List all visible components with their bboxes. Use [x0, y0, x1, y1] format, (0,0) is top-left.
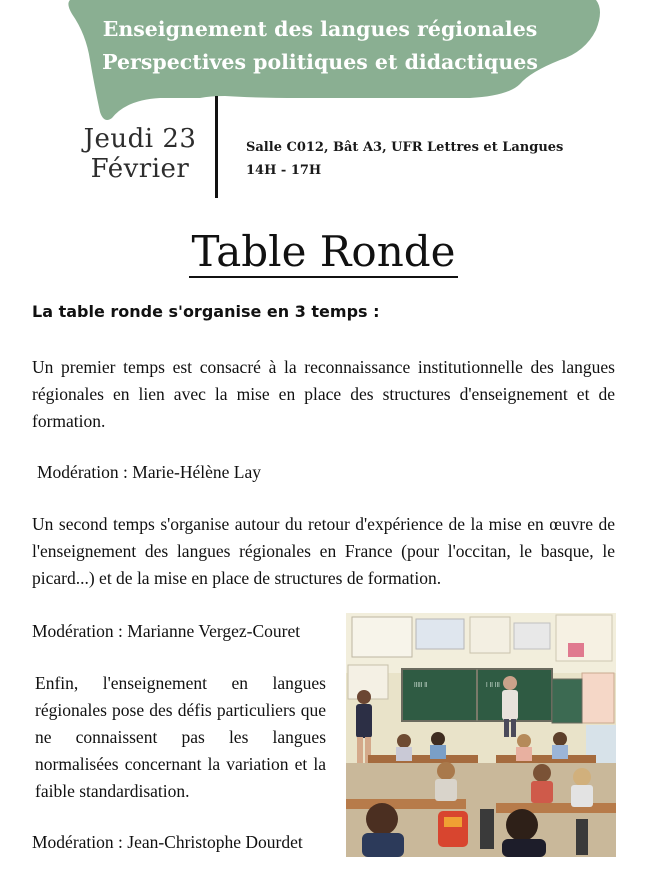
- venue-location: Salle C012, Bât A3, UFR Lettres et Langues: [246, 140, 564, 155]
- event-date-month: Février: [90, 154, 190, 184]
- part3-text: Enfin, l'enseignement en langues régionales pose des défis particuliers que ne connaissent pas les langues normalisées concernant la variation et la faible standardisation.: [35, 673, 326, 801]
- moderation1: Modération : Marie-Hélène Lay: [37, 462, 262, 482]
- event-date-day: Jeudi 23: [83, 124, 197, 154]
- divider-line: [215, 96, 218, 198]
- event-title-line2: Perspectives politiques et didactiques: [102, 50, 538, 74]
- moderation3: Modération : Jean-Christophe Dourdet: [32, 832, 303, 852]
- classroom-illustration: [346, 613, 616, 857]
- venue-info: [246, 136, 563, 182]
- event-date: [70, 124, 210, 184]
- moderation2: Modération : Marianne Vergez-Couret: [32, 621, 301, 641]
- page-heading-text: Table Ronde: [191, 227, 456, 276]
- venue-time: 14H - 17H: [246, 163, 322, 178]
- part1-text: Un premier temps est consacré à la reconnaissance institutionnelle des langues régionales en lien avec la mise en place des structures d'enseignement et de formation.: [32, 357, 615, 431]
- event-title-line1: Enseignement des langues régionales: [102, 17, 538, 41]
- svg-text:lllll ll: lllll ll: [414, 682, 428, 689]
- intro-text: La table ronde s'organise en 3 temps :: [32, 302, 380, 321]
- svg-text:l ll lll: l ll lll: [486, 682, 500, 689]
- page-heading: [0, 224, 647, 280]
- part2-text: Un second temps s'organise autour du retour d'expérience de la mise en œuvre de l'enseignement des langues régionales en France (pour l'occitan, le basque, le picard...) et de la mise en place de structures de formation.: [32, 514, 615, 588]
- classroom-photo: [346, 613, 616, 857]
